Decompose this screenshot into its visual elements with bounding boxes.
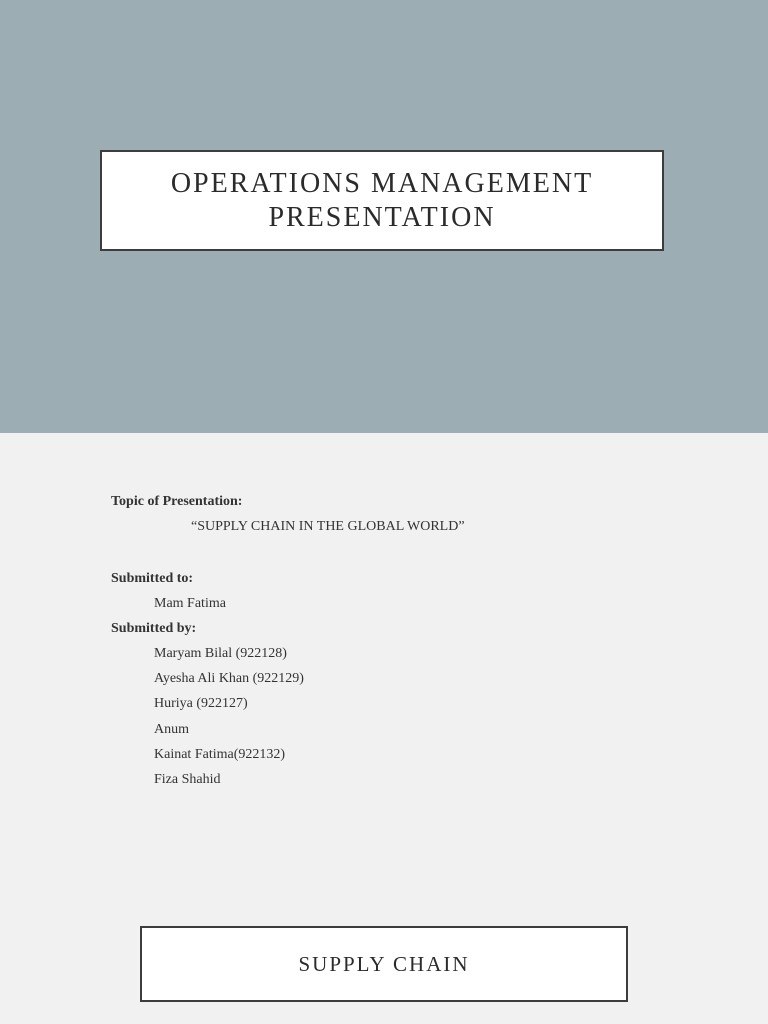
member-item: Fiza Shahid bbox=[154, 772, 221, 787]
member-item: Ayesha Ali Khan (922129) bbox=[154, 671, 304, 686]
member-item: Anum bbox=[154, 722, 189, 737]
submitted-to-label: Submitted to: bbox=[111, 571, 194, 586]
title-box bbox=[100, 150, 664, 251]
page-title-line-2: PRESENTATION bbox=[268, 201, 496, 233]
member-item: Kainat Fatima(922132) bbox=[154, 747, 286, 762]
submitted-to-value: Mam Fatima bbox=[154, 596, 226, 611]
topic-value: “SUPPLY CHAIN IN THE GLOBAL WORLD” bbox=[191, 519, 465, 534]
topic-label: Topic of Presentation: bbox=[111, 494, 243, 509]
member-item: Huriya (922127) bbox=[154, 696, 248, 711]
section-title: SUPPLY CHAIN bbox=[298, 951, 470, 976]
member-item: Maryam Bilal (922128) bbox=[154, 646, 287, 661]
section-title-box bbox=[140, 926, 628, 1002]
submitted-by-label: Submitted by: bbox=[111, 621, 197, 636]
header-band bbox=[0, 0, 768, 433]
page-title-line-1: OPERATIONS MANAGEMENT bbox=[170, 167, 594, 199]
